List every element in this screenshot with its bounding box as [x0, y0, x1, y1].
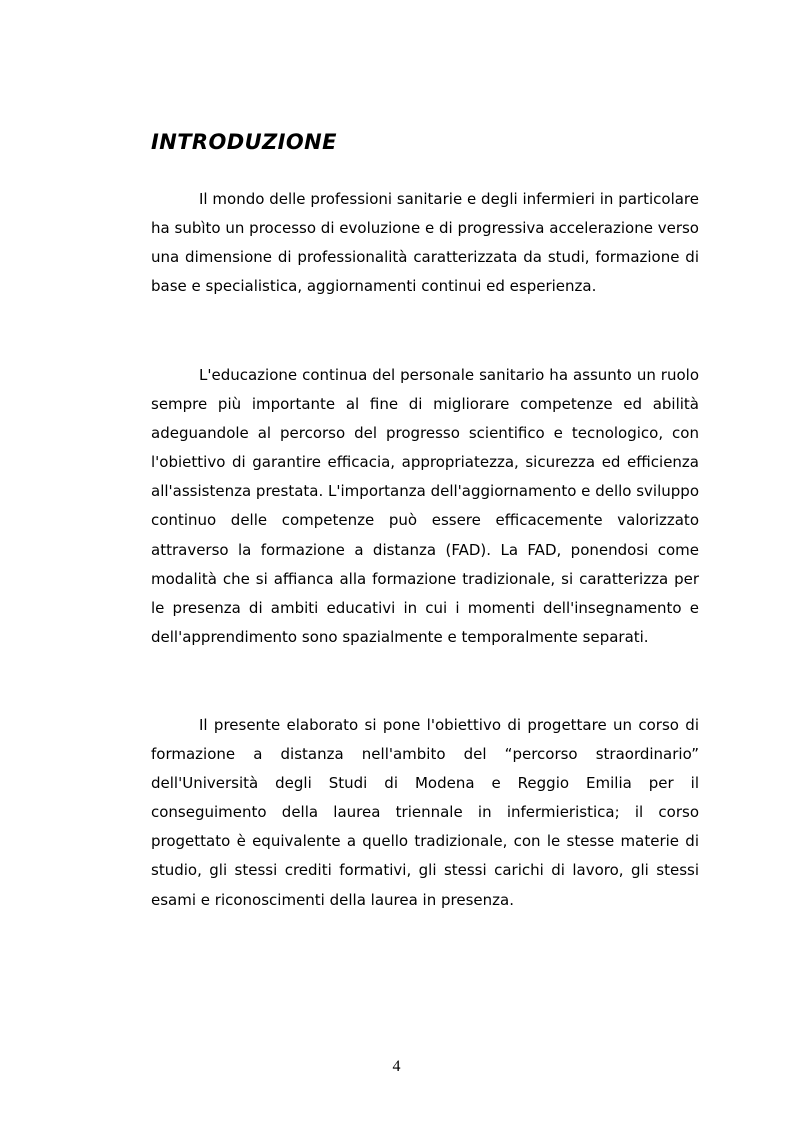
- paragraph-3: Il presente elaborato si pone l'obiettivo di progettare un corso di formazione a distanza nell'ambito del “percorso straordinario” dell'Università degli Studi di Modena e Reggio Emilia per il conseguimento della laurea triennale in infermieristica; il corso progettato è equivalente a quello tradizionale, con le stesse materie di studio, gli stessi crediti formativi, gli stessi carichi di lavoro, gli stessi esami e riconoscimenti della laurea in presenza.: [151, 716, 699, 909]
- paragraph-2: L'educazione continua del personale sanitario ha assunto un ruolo sempre più importante al fine di migliorare competenze ed abilità adeguandole al percorso del progresso scientifico e tecnologico, con l'obiettivo di garantire efficacia, appropriatezza, sicurezza ed efficienza all'assistenza prestata. L'importanza dell'aggiornamento e dello sviluppo continuo delle competenze può essere efficacemente valorizzato attraverso la formazione a distanza (FAD). La FAD, ponendosi come modalità che si affianca alla formazione tradizionale, si caratterizza per le presenza di ambiti educativi in cui i momenti dell'insegnamento e dell'apprendimento sono spazialmente e temporalmente separati.: [151, 366, 699, 646]
- page-number: 4: [392, 1058, 401, 1075]
- section-heading: INTRODUZIONE: [151, 130, 337, 154]
- paragraph-1: Il mondo delle professioni sanitarie e degli infermieri in particolare ha subìto un processo di evoluzione e di progressiva accelerazione verso una dimensione di professionalità caratterizzata da studi, formazione di base e specialistica, aggiornamenti continui ed esperienza.: [151, 190, 699, 296]
